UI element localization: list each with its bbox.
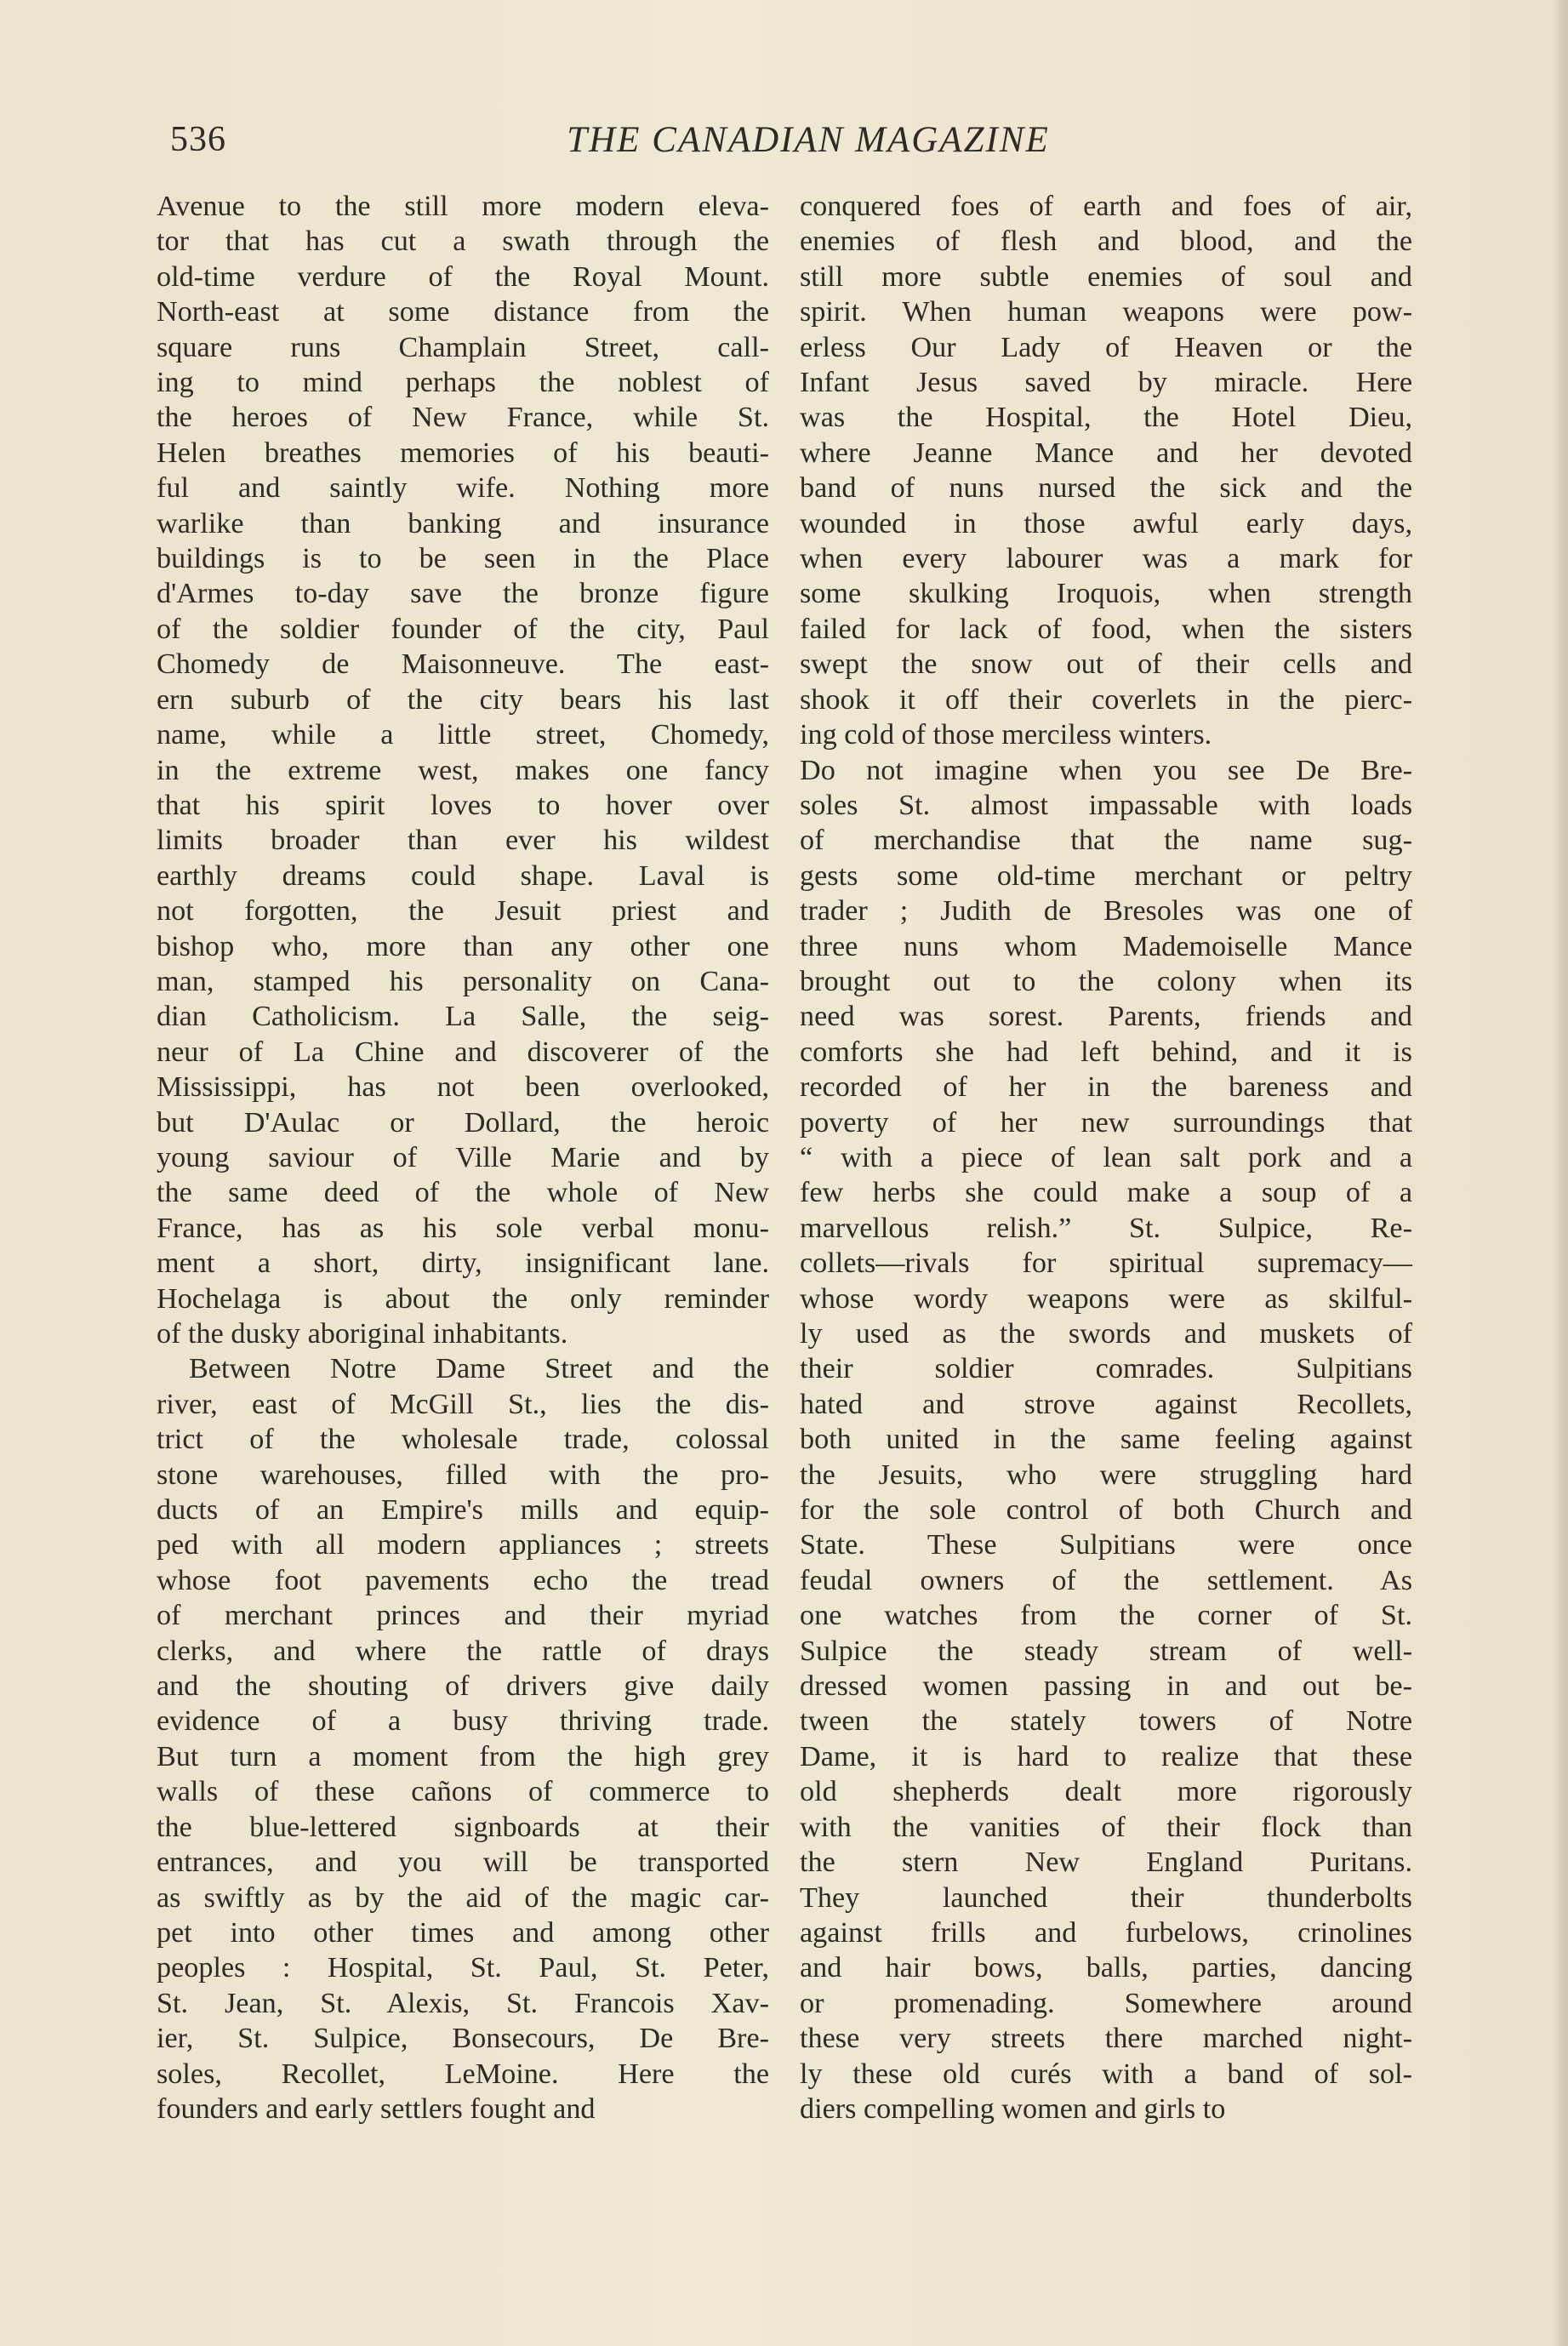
text-line: the heroes of New France, while St. (157, 402, 769, 434)
text-line: ducts of an Empire's mills and equip- (157, 1494, 769, 1527)
text-line: the Jesuits, who were struggling hard (800, 1458, 1412, 1491)
text-line: dian Catholicism. La Salle, the seig- (157, 1001, 769, 1033)
text-line: gests some old-time merchant or peltry (800, 859, 1412, 892)
text-line: ing cold of those merciless winters. (800, 719, 1212, 751)
text-line: But turn a moment from the high grey (157, 1740, 769, 1772)
text-line: erless Our Lady of Heaven or the (800, 331, 1412, 363)
text-line: their soldier comrades. Sulpitians (800, 1353, 1412, 1385)
text-line: of merchant princes and their myriad (157, 1600, 769, 1632)
text-line: “ with a piece of lean salt pork and a (800, 1141, 1412, 1173)
text-line: State. These Sulpitians were once (800, 1529, 1412, 1561)
text-line: the blue-lettered signboards at their (157, 1811, 769, 1843)
text-line: diers compelling women and girls to (800, 2092, 1226, 2125)
text-line: against frills and furbelows, crinolines (800, 1916, 1412, 1949)
text-line: entrances, and you will be transported (157, 1847, 769, 1879)
text-line: trader ; Judith de Bresoles was one of (800, 895, 1412, 928)
text-line: swept the snow out of their cells and (800, 648, 1412, 681)
text-line: Chomedy de Maisonneuve. The east- (157, 648, 769, 681)
text-line: pet into other times and among other (157, 1916, 769, 1949)
text-line: three nuns whom Mademoiselle Mance (800, 930, 1412, 962)
text-line: conquered foes of earth and foes of air, (800, 191, 1412, 222)
text-line: whose foot pavements echo the tread (157, 1564, 769, 1596)
text-line: failed for lack of food, when the sisters (800, 613, 1412, 645)
text-line: clerks, and where the rattle of drays (157, 1635, 769, 1667)
text-line: walls of these cañons of commerce to (157, 1776, 769, 1808)
text-line: but D'Aulac or Dollard, the heroic (157, 1106, 769, 1139)
page-edge-shadow (1551, 0, 1568, 2346)
text-line: Helen breathes memories of his beauti- (157, 437, 769, 469)
text-line: was the Hospital, the Hotel Dieu, (800, 402, 1412, 434)
text-line: in the extreme west, makes one fancy (157, 754, 769, 786)
text-line: feudal owners of the settlement. As (800, 1564, 1412, 1596)
text-line: need was sorest. Parents, friends and (800, 1001, 1412, 1033)
text-line: dressed women passing in and out be- (800, 1670, 1412, 1703)
text-line: ern suburb of the city bears his last (157, 683, 769, 716)
text-line: enemies of flesh and blood, and the (800, 225, 1412, 258)
text-line: comforts she had left behind, and it is (800, 1036, 1412, 1068)
text-line: Do not imagine when you see De Bre- (800, 754, 1412, 786)
running-title: THE CANADIAN MAGAZINE (567, 120, 1050, 160)
text-line: hated and strove against Recollets, (800, 1388, 1412, 1420)
text-line: earthly dreams could shape. Laval is (157, 859, 769, 892)
text-line: They launched their thunderbolts (800, 1881, 1412, 1914)
text-line: warlike than banking and insurance (157, 507, 769, 539)
text-line: square runs Champlain Street, call- (157, 331, 769, 363)
text-line: recorded of her in the bareness and (800, 1071, 1412, 1104)
text-line: the same deed of the whole of New (157, 1177, 769, 1209)
text-line: bishop who, more than any other one (157, 930, 769, 962)
text-line: or promenading. Somewhere around (800, 1987, 1412, 2019)
text-line: of merchandise that the name sug- (800, 825, 1412, 857)
text-line: St. Jean, St. Alexis, St. Francois Xav- (157, 1987, 769, 2019)
text-line: soles, Recollet, LeMoine. Here the (157, 2058, 769, 2090)
page-header (153, 119, 1412, 170)
text-line: where Jeanne Mance and her devoted (800, 437, 1412, 469)
text-line: Between Notre Dame Street and the (189, 1353, 769, 1385)
text-line: soles St. almost impassable with loads (800, 789, 1412, 821)
text-line: North-east at some distance from the (157, 296, 769, 328)
text-line: limits broader than ever his wildest (157, 825, 769, 857)
text-line: evidence of a busy thriving trade. (157, 1705, 769, 1738)
text-line: the stern New England Puritans. (800, 1847, 1412, 1879)
text-line: neur of La Chine and discoverer of the (157, 1036, 769, 1068)
text-line: few herbs she could make a soup of a (800, 1177, 1412, 1209)
text-line: of the soldier founder of the city, Paul (157, 613, 769, 645)
text-line: and hair bows, balls, parties, dancing (800, 1952, 1412, 1984)
text-line: shook it off their coverlets in the pierc- (800, 683, 1412, 716)
text-line: Hochelaga is about the only reminder (157, 1282, 769, 1315)
text-line: Mississippi, has not been overlooked, (157, 1071, 769, 1104)
text-line: Avenue to the still more modern eleva- (157, 191, 769, 222)
text-line: Sulpice the steady stream of well- (800, 1635, 1412, 1667)
text-line: whose wordy weapons were as skilful- (800, 1282, 1412, 1315)
text-line: some skulking Iroquois, when strength (800, 578, 1412, 610)
text-line: founders and early settlers fought and (157, 2092, 596, 2125)
text-line: ing to mind perhaps the noblest of (157, 367, 769, 399)
text-line: tor that has cut a swath through the (157, 225, 769, 258)
right-text-column (800, 189, 1412, 2126)
text-line: peoples : Hospital, St. Paul, St. Peter, (157, 1952, 769, 1984)
text-line: collets—rivals for spiritual supremacy— (800, 1247, 1412, 1280)
text-line: d'Armes to-day save the bronze figure (157, 578, 769, 610)
text-line: trict of the wholesale trade, colossal (157, 1424, 769, 1456)
text-line: with the vanities of their flock than (800, 1811, 1412, 1843)
text-line: brought out to the colony when its (800, 965, 1412, 997)
text-line: wounded in those awful early days, (800, 507, 1412, 539)
text-line: ment a short, dirty, insignificant lane. (157, 1247, 769, 1280)
text-line: both united in the same feeling against (800, 1424, 1412, 1456)
text-line: that his spirit loves to hover over (157, 789, 769, 821)
text-line: band of nuns nursed the sick and the (800, 472, 1412, 505)
text-line: not forgotten, the Jesuit priest and (157, 895, 769, 928)
text-line: stone warehouses, filled with the pro- (157, 1458, 769, 1491)
text-line: for the sole control of both Church and (800, 1494, 1412, 1527)
text-line: France, has as his sole verbal monu- (157, 1212, 769, 1244)
text-line: tween the stately towers of Notre (800, 1705, 1412, 1738)
text-line: spirit. When human weapons were pow- (800, 296, 1412, 328)
text-line: poverty of her new surroundings that (800, 1106, 1412, 1139)
text-line: ly these old curés with a band of sol- (800, 2058, 1412, 2090)
text-line: and the shouting of drivers give daily (157, 1670, 769, 1703)
text-line: young saviour of Ville Marie and by (157, 1141, 769, 1173)
text-line: ful and saintly wife. Nothing more (157, 472, 769, 505)
text-line: ly used as the swords and muskets of (800, 1318, 1412, 1350)
text-line: Infant Jesus saved by miracle. Here (800, 367, 1412, 399)
text-line: of the dusky aboriginal inhabitants. (157, 1318, 568, 1350)
text-line: river, east of McGill St., lies the dis- (157, 1388, 769, 1420)
text-line: marvellous relish.” St. Sulpice, Re- (800, 1212, 1412, 1244)
text-line: one watches from the corner of St. (800, 1600, 1412, 1632)
text-line: old-time verdure of the Royal Mount. (157, 260, 769, 293)
text-line: ped with all modern appliances ; streets (157, 1529, 769, 1561)
text-line: name, while a little street, Chomedy, (157, 719, 769, 751)
left-text-column (157, 189, 769, 2126)
text-line: old shepherds dealt more rigorously (800, 1776, 1412, 1808)
text-line: buildings is to be seen in the Place (157, 543, 769, 575)
text-line: man, stamped his personality on Cana- (157, 965, 769, 997)
text-line: as swiftly as by the aid of the magic car- (157, 1881, 769, 1914)
text-line: when every labourer was a mark for (800, 543, 1412, 575)
text-line: these very streets there marched night- (800, 2023, 1412, 2055)
text-line: Dame, it is hard to realize that these (800, 1740, 1412, 1772)
text-line: ier, St. Sulpice, Bonsecours, De Bre- (157, 2023, 769, 2055)
page-number: 536 (170, 120, 226, 159)
text-line: still more subtle enemies of soul and (800, 260, 1412, 293)
